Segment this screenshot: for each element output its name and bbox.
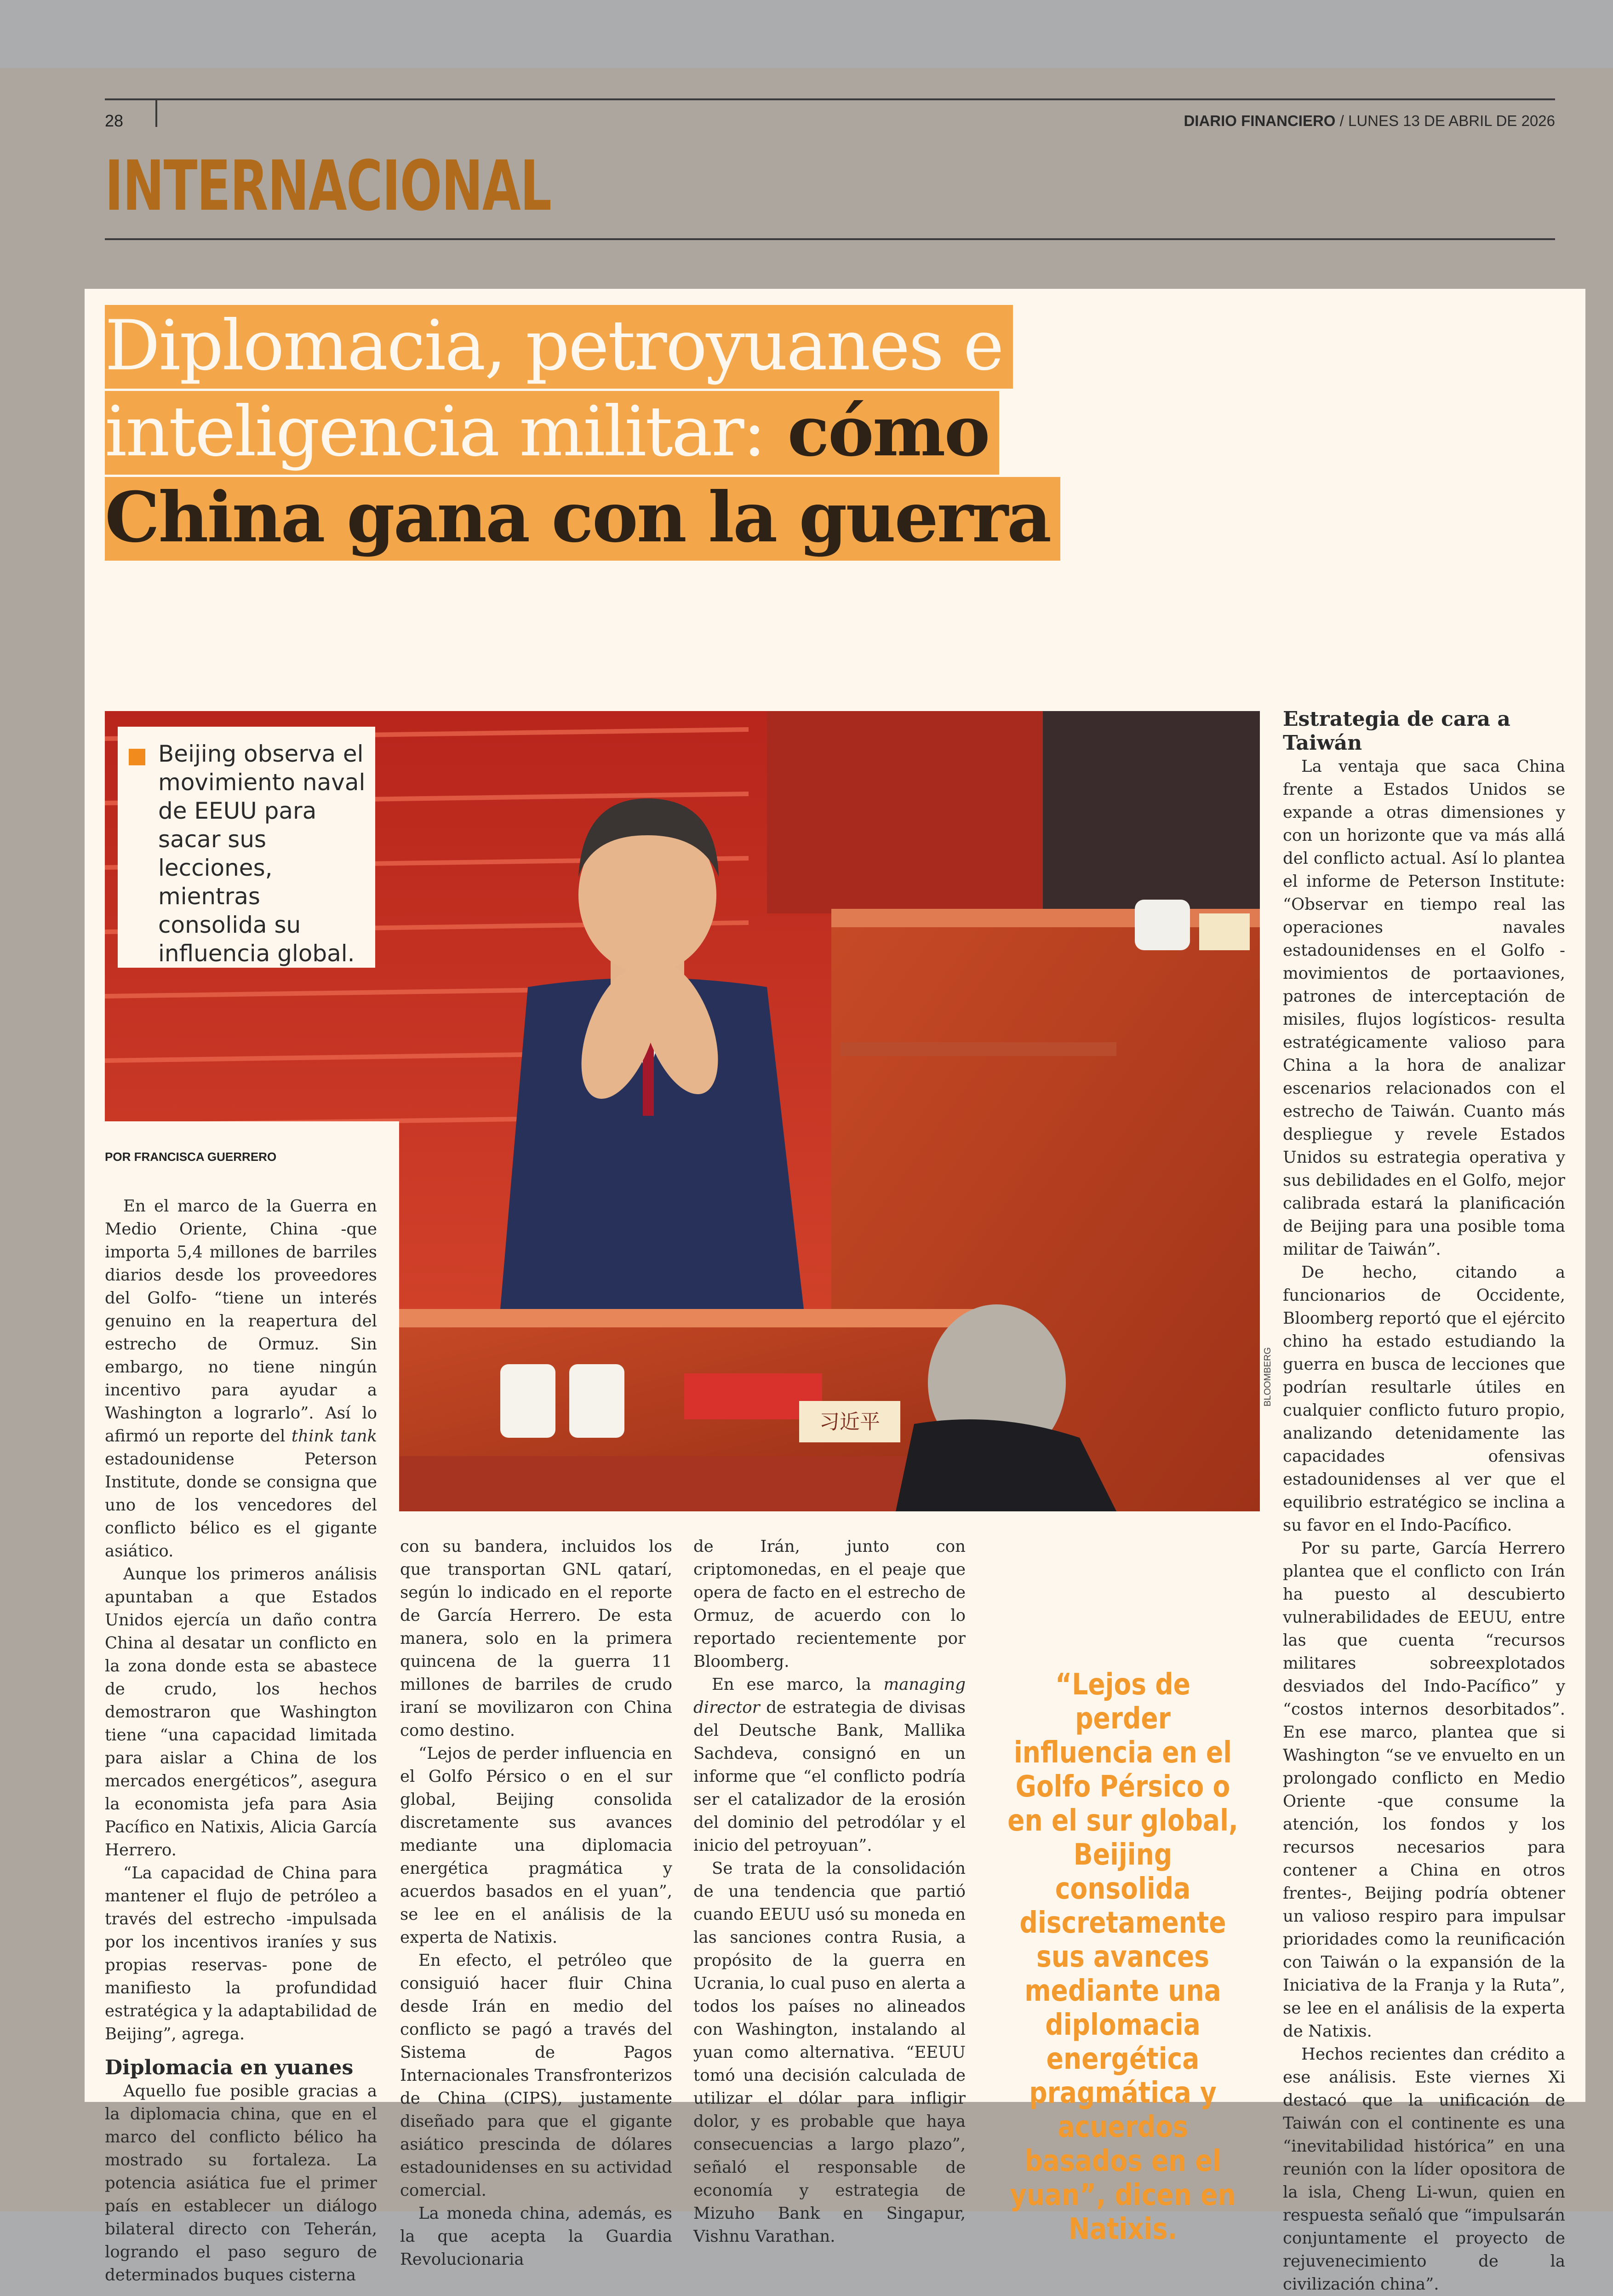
body-paragraph: En el marco de la Guerra en Medio Oriente, China -que importa 5,4 millones de barriles diarios desde los proveedores del Golfo- “tiene un interés genuino en la reapertura del estrecho de Ormuz. Sin embargo, no tiene ningún incentivo para ayudar a Washington a lograrlo”. Así lo afirmó un reporte del think tank estadounidense Peterson Institute, donde se consigna que uno de los vencedores del conflicto bélico es el gigante asiático. [105, 1197, 377, 1561]
column-3 [693, 1535, 966, 2248]
header-rule-bottom [105, 238, 1555, 240]
emphasis: think tank [291, 1427, 377, 1446]
section-title: INTERNACIONAL [105, 146, 551, 226]
body-paragraph: En ese marco, la managing director de estrategia de divisas del Deutsche Bank, Mallika Sachdeva, consignó en un informe que “el conflicto podría ser el catalizador de la erosión del dominio del petrodólar y el inicio del petroyuan”. [693, 1675, 966, 1855]
issue-date: / LUNES 13 DE ABRIL DE 2026 [1339, 112, 1555, 129]
body-paragraph: En efecto, el petróleo que consiguió hacer fluir China desde Irán en medio del conflicto se pagó a través del Sistema de Pagos Internacionales Transfronterizos de China (CIPS), justamente diseñado para que el gigante asiático prescinda de dólares estadounidenses en su actividad comercial. [400, 1951, 672, 2200]
subhead-yuanes: Diplomacia en yuanes [105, 2056, 354, 2079]
subhead-taiwan: Estrategia de cara a Taiwán [1283, 707, 1510, 755]
body-paragraph: “Lejos de perder influencia en el Golfo Pérsico o en el sur global, Beijing consolida discretamente sus avances mediante una diplomacia energética pragmática y acuerdos basados en el yuan”, se lee en el análisis de la experta de Natixis. [400, 1744, 672, 1947]
column-2 [400, 1535, 672, 2271]
column-4 [1283, 707, 1565, 2296]
headline [105, 303, 1199, 560]
body-paragraph: Por su parte, García Herrero plantea que el conflicto con Irán ha puesto al descubierto vulnerabilidades de EEUU, entre las que cuenta “recursos militares sobreexplotados desviados del Indo-Pacífico” y “costos internos desorbitados”. En ese marco, plantea que si Washington “se ve envuelto en un prolongado conflicto en Medio Oriente -que consume la atención, los fondos y los recursos necesarios para contener a China en otros frentes-, Beijing podría obtener un valioso respiro para impulsar prioridades como la reunificación con Taiwán o la expansión de la Iniciativa de la Franja y la Ruta”, se lee en el análisis de la experta de Natixis. [1283, 1539, 1565, 2041]
photo-caption: Beijing observa el movimiento naval de EEUU para sacar sus lecciones, mientras consolida su influencia global. [158, 740, 366, 967]
body-paragraph: Se trata de la consolidación de una tendencia que partió cuando EEUU usó su moneda en las sanciones contra Rusia, a propósito de la guerra en Ucrania, lo cual puso en alerta a todos los países no alineados con Washington, instalando al yuan como alternativa. “EEUU tomó una decisión calculada de utilizar el dólar para infligir dolor, y es probable que haya consecuencias a largo plazo”, señaló el responsable de economía y estrategia de Mizuho Bank en Singapur, Vishnu Varathan. [693, 1859, 966, 2246]
byline: POR FRANCISCA GUERRERO [105, 1150, 277, 1164]
body-paragraph: Aunque los primeros análisis apuntaban a que Estados Unidos ejercía un daño contra China al desatar un conflicto en la zona donde esta se abastece de crudo, los hechos demostraron que Washington tiene “una capacidad limitada para aislar a China de los mercados energéticos”, asegura la economista jefa para Asia Pacífico en Natixis, Alicia García Herrero. [105, 1565, 377, 1860]
nameplate-text: 习近平 [819, 1410, 880, 1434]
headline-part-1: Diplomacia, petroyuanes e inteligencia militar: [105, 306, 1003, 472]
body-paragraph: de Irán, junto con criptomonedas, en el peaje que opera de facto en el estrecho de Ormuz, de acuerdo con lo reportado recientemente por Bloomberg. [693, 1537, 966, 1671]
publication-name: DIARIO FINANCIERO [1184, 112, 1336, 129]
header-rule-tick [155, 98, 157, 127]
body-paragraph: “La capacidad de China para mantener el flujo de petróleo a través del estrecho -impulsada por los incentivos iraníes y sus propias reservas- pone de manifiesto la profundidad estratégica y la adaptabilidad de Beijing”, agrega. [105, 1864, 377, 2043]
article-panel [85, 289, 1585, 2294]
headline-part-2: cómo China gana con la guerra [105, 391, 1051, 558]
body-paragraph: Hechos recientes dan crédito a ese análisis. Este viernes Xi destacó que la unificación de Taiwán con el continente es una “inevitabilidad histórica” en una reunión con la líder opositora de la isla, Cheng Li-wun, quien en respuesta señaló que “impulsarán conjuntamente el proyecto de rejuvenecimiento de la civilización china”. [1283, 2045, 1565, 2294]
column-1 [105, 1195, 377, 2287]
masthead [1184, 112, 1555, 130]
body-paragraph: con su bandera, incluidos los que transportan GNL qatarí, según lo indicado en el reporte de García Herrero. De esta manera, solo en la primera quincena de la guerra 11 millones de barriles de crudo iraní se movilizaron con China como destino. [400, 1537, 672, 1740]
emphasis: managing director [693, 1675, 966, 1717]
pull-quote: “Lejos de perder influencia en el Golfo Pérsico o en el sur global, Beijing consolida discretamente sus avances mediante una diplomacia energética pragmática y acuerdos basados en el yuan”, dicen en Natixis. [1007, 1668, 1238, 2246]
body-paragraph: Aquello fue posible gracias a la diplomacia china, que en el marco del conflicto bélico ha mostrado su fortaleza. La potencia asiática fue el primer país en establecer un diálogo bilateral directo con Teherán, logrando el paso seguro de determinados buques cisterna [105, 2082, 377, 2285]
caption-bullet [129, 749, 145, 765]
body-paragraph: La ventaja que saca China frente a Estados Unidos se expande a otras dimensiones y con un horizonte que va más allá del conflicto actual. Así lo plantea el informe de Peterson Institute: “Observar en tiempo real las operaciones navales estadounidenses en el Golfo -movimientos de portaaviones, patrones de interceptación de misiles, flujos logísticos- resulta estratégicamente valioso para China a la hora de analizar escenarios relacionados con el estrecho de Taiwán. Cuanto más despliegue y revele Estados Unidos su estrategia operativa y sus debilidades en el Golfo, mejor calibrada estará la planificación de Beijing para una posible toma militar de Taiwán”. [1283, 757, 1565, 1259]
page-number: 28 [105, 111, 124, 130]
photo-credit: BLOOMBERG [1263, 1347, 1273, 1406]
body-paragraph: La moneda china, además, es la que acepta la Guardia Revolucionaria [400, 2204, 672, 2269]
body-paragraph: De hecho, citando a funcionarios de Occidente, Bloomberg reportó que el ejército chino ha estado estudiando la guerra en busca de lecciones que podrían resultarle útiles en cualquier conflicto futuro propio, analizando detenidamente las capacidades ofensivas estadounidenses al ver que el equilibrio estratégico se inclina a su favor en el Indo-Pacífico. [1283, 1263, 1565, 1535]
header-rule-top [105, 98, 1555, 100]
